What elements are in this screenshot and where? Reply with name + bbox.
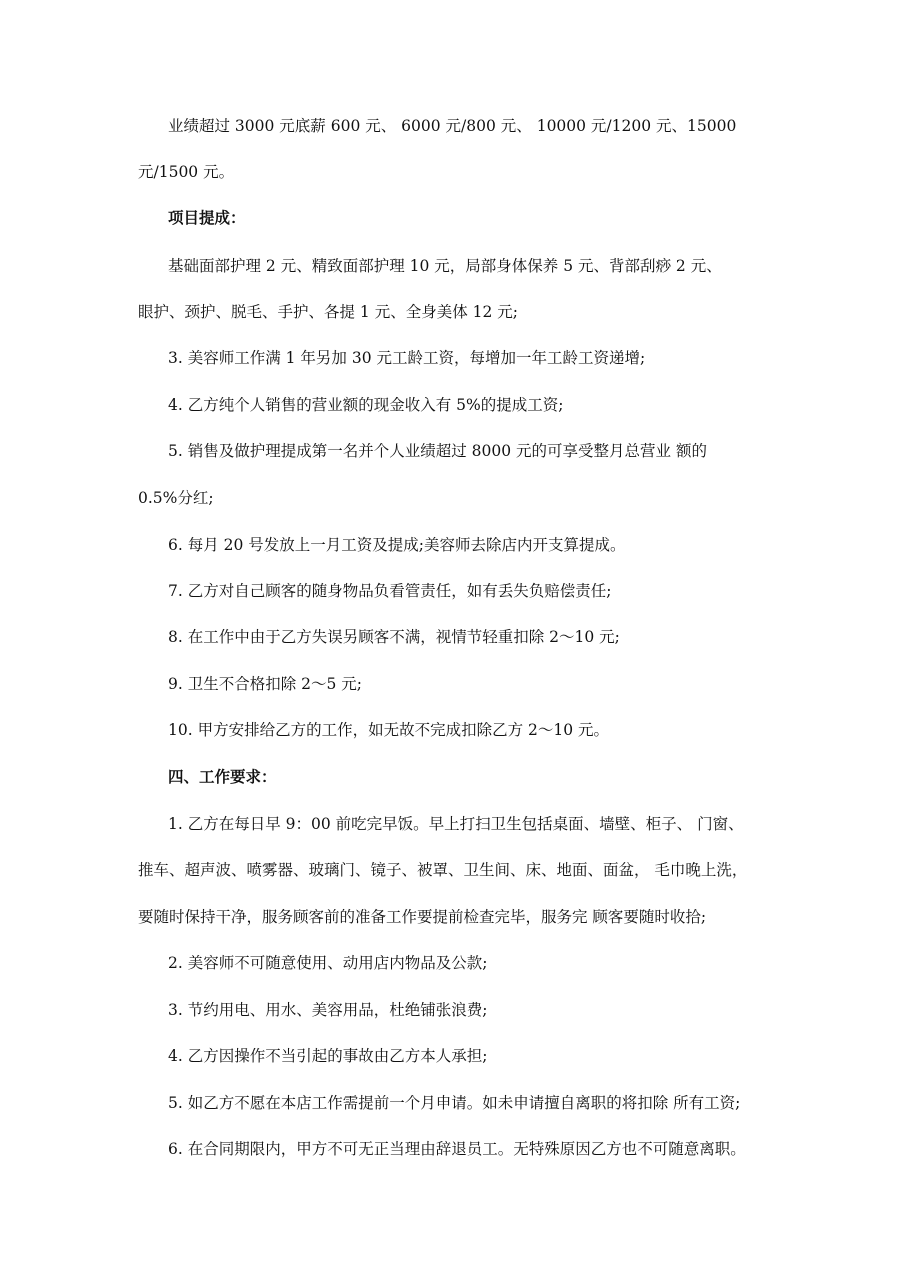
clause-4: 4. 乙方纯个人销售的营业额的现金收入有 5%的提成工资; [168,396,564,414]
commission-line-2: 眼护、颈护、脱毛、手护、各提 1 元、全身美体 12 元; [138,303,519,321]
requirement-1-line-1: 1. 乙方在每日早 9：00 前吃完早饭。早上打扫卫生包括桌面、墙壁、柜子、 门窗、 [168,815,744,833]
clause-7: 7. 乙方对自己顾客的随身物品负看管责任，如有丢失负赔偿责任; [168,582,612,600]
requirement-1-line-2: 推车、超声波、喷雾器、玻璃门、镜子、被罩、卫生间、床、地面、面盆， 毛巾晚上洗， [138,861,748,879]
clause-5-line-2: 0.5%分红; [138,489,214,507]
work-requirements-heading: 四、工作要求： [168,767,277,786]
clause-5-line-1: 5. 销售及做护理提成第一名并个人业绩超过 8000 元的可享受整月总营业 额的 [168,442,707,460]
requirement-4: 4. 乙方因操作不当引起的事故由乙方本人承担; [168,1047,488,1065]
requirement-6: 6. 在合同期限内，甲方不可无正当理由辞退员工。无特殊原因乙方也不可随意离职。 [168,1140,746,1158]
commission-line-1: 基础面部护理 2 元、精致面部护理 10 元，局部身体保养 5 元、背部刮痧 2 元、 [168,257,722,275]
clause-10: 10. 甲方安排给乙方的工作，如无故不完成扣除乙方 2～10 元。 [168,721,610,739]
project-commission-heading: 项目提成： [168,208,246,227]
requirement-3: 3. 节约用电、用水、美容用品，杜绝铺张浪费; [168,1001,488,1019]
clause-6: 6. 每月 20 号发放上一月工资及提成;美容师去除店内开支算提成。 [168,536,626,554]
clause-3: 3. 美容师工作满 1 年另加 30 元工龄工资，每增加一年工龄工资递增; [168,349,646,367]
clause-8: 8. 在工作中由于乙方失误另顾客不满，视情节轻重扣除 2～10 元; [168,628,620,646]
requirement-5: 5. 如乙方不愿在本店工作需提前一个月申请。如未申请擅自离职的将扣除 所有工资; [168,1094,741,1112]
salary-tier-line-1: 业绩超过 3000 元底薪 600 元、 6000 元/800 元、 10000 元/1200 元、15000 [168,117,737,135]
requirement-2: 2. 美容师不可随意使用、动用店内物品及公款; [168,954,488,972]
salary-tier-line-2: 元/1500 元。 [138,163,235,181]
requirement-1-line-3: 要随时保持干净，服务顾客前的准备工作要提前检查完毕，服务完 顾客要随时收拾; [138,908,707,926]
clause-9: 9. 卫生不合格扣除 2～5 元; [168,675,363,693]
